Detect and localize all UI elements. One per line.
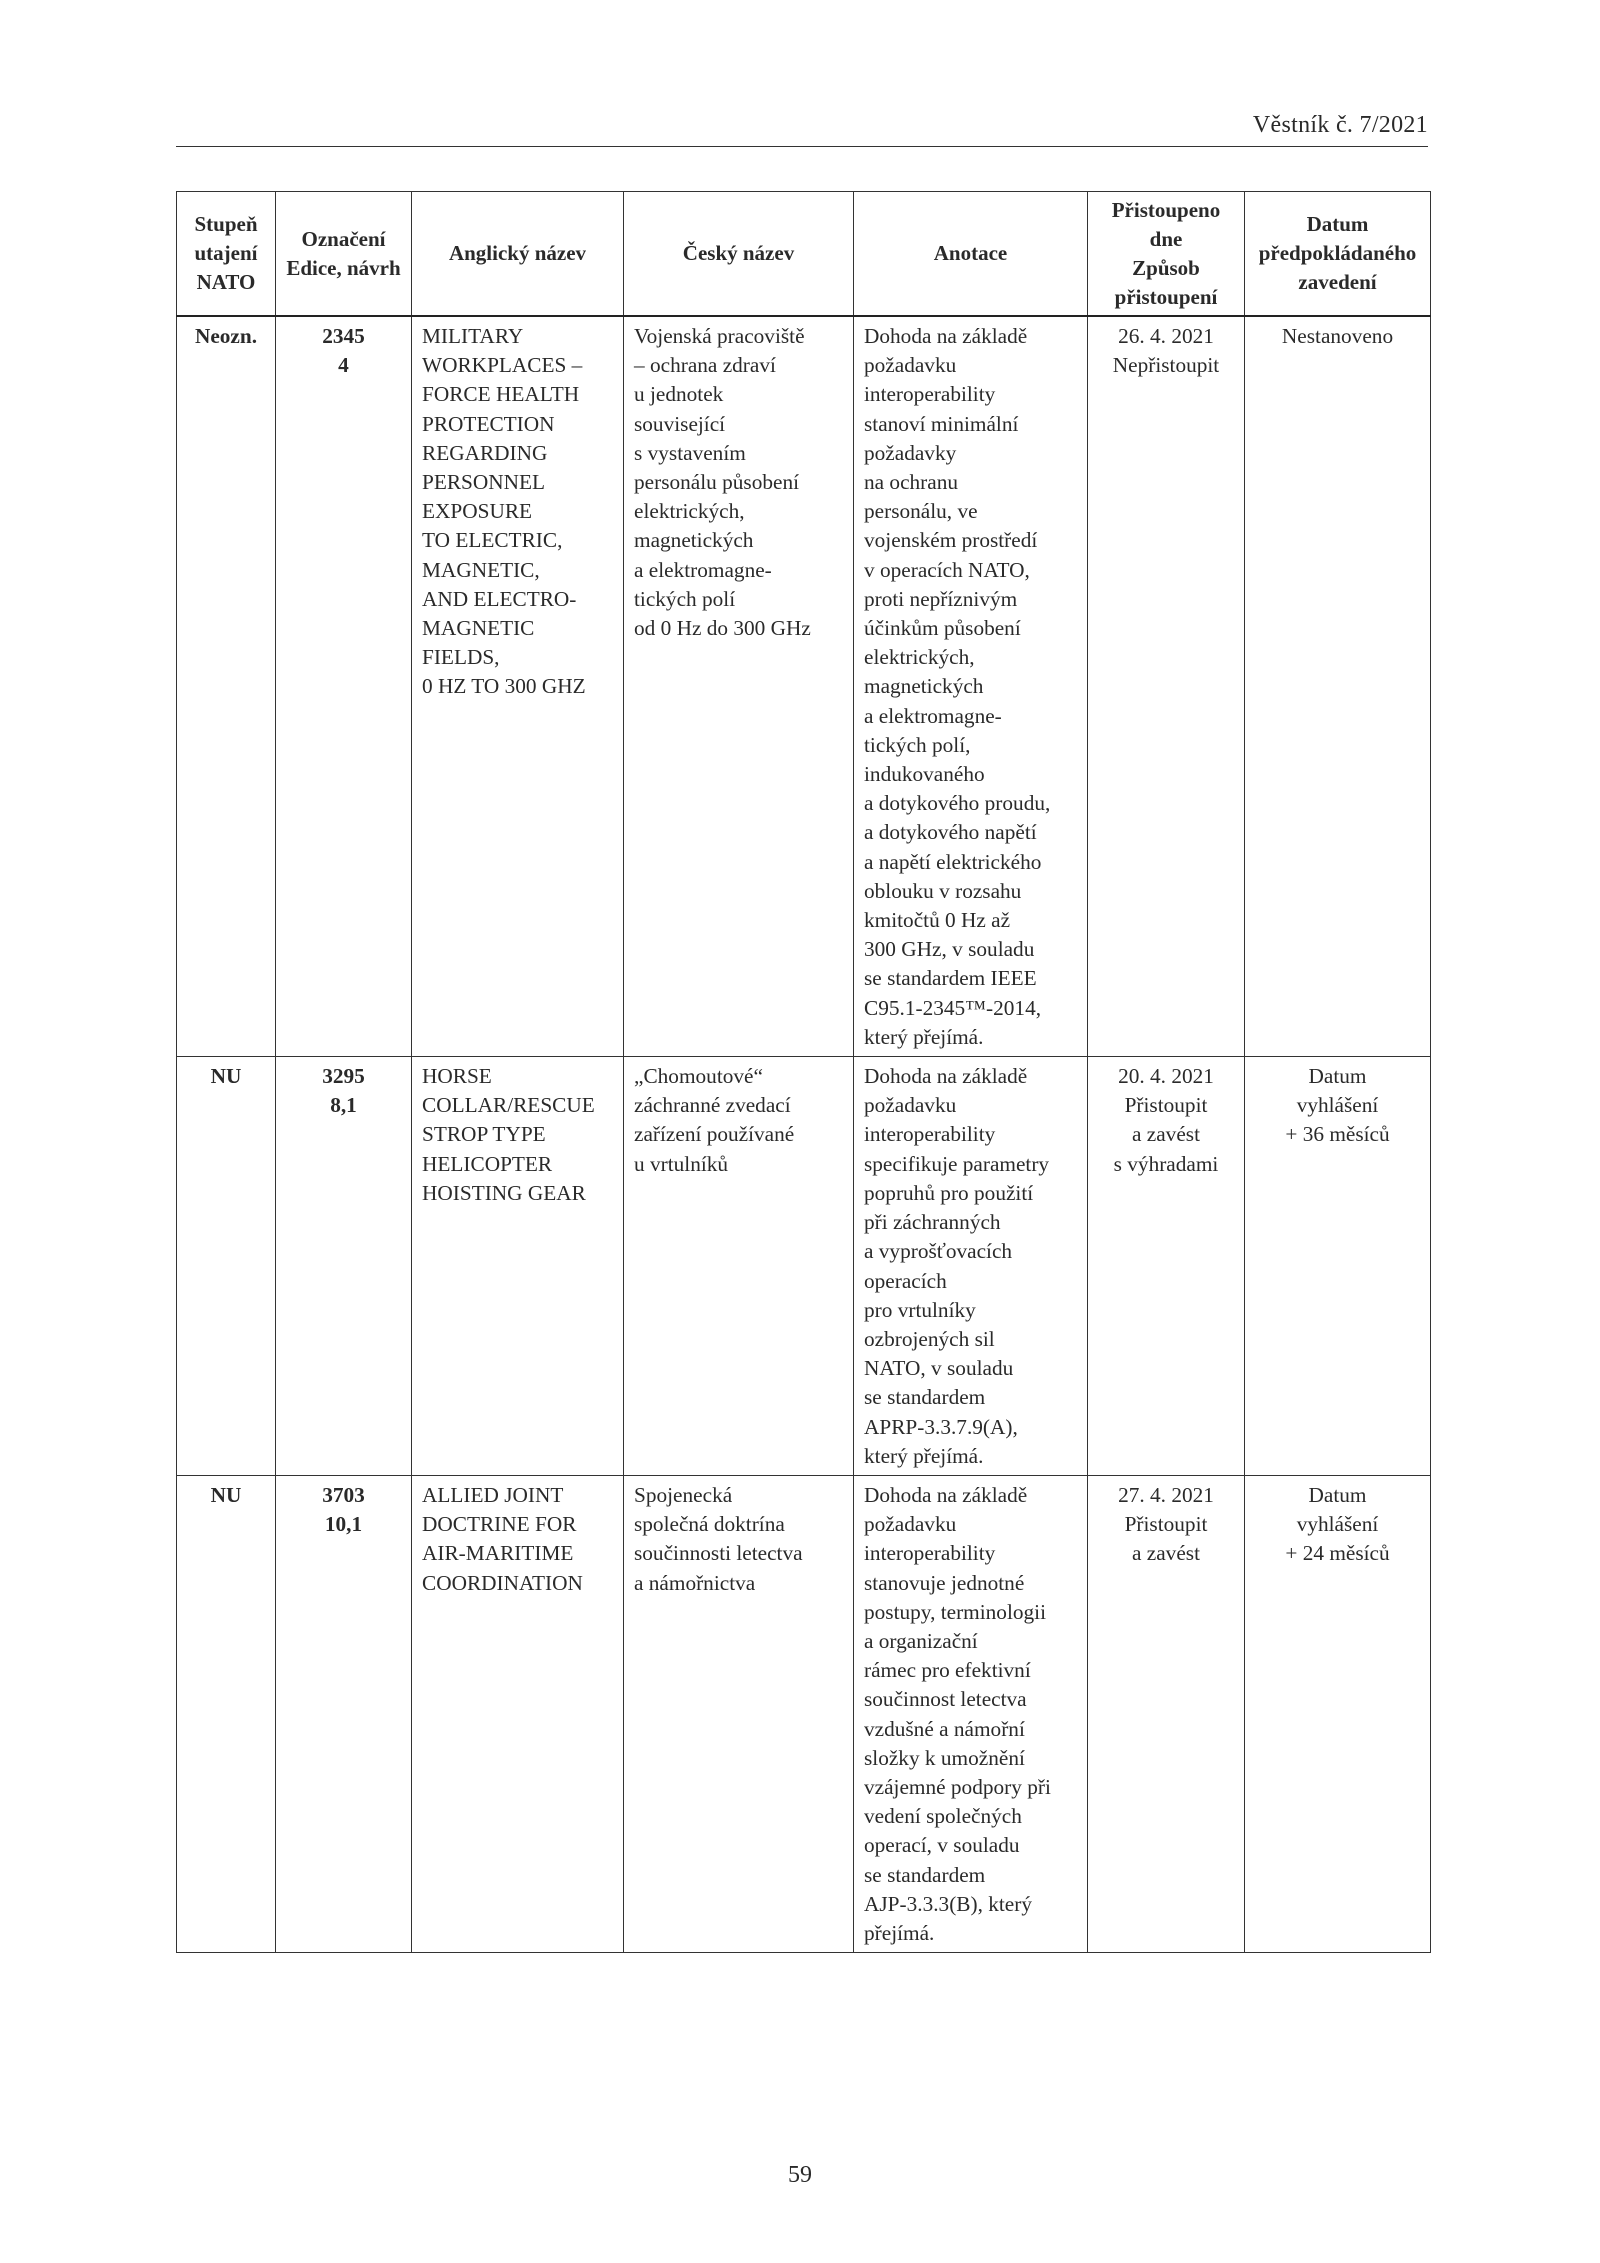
cell-datum-zavedeni <box>1245 316 1431 1057</box>
header-datum-zavedeni <box>1245 192 1431 317</box>
cell-line: součinnosti letectva <box>634 1541 803 1566</box>
cell-line: HOISTING GEAR <box>422 1180 586 1205</box>
cell-line: Přistoupit <box>1124 1512 1208 1537</box>
cell-line: Edice, návrh <box>286 255 401 280</box>
cell-line: 0 HZ TO 300 GHZ <box>422 674 586 699</box>
cell-line: NATO, v souladu <box>864 1356 1014 1381</box>
cell-line: + 36 měsíců <box>1285 1122 1390 1147</box>
cell-line: Český název <box>682 241 795 265</box>
cell-line: magnetických <box>864 674 984 699</box>
cell-line: WORKPLACES – <box>422 353 583 378</box>
cell-line: požadavku <box>864 1093 957 1118</box>
cell-anglicky-nazev <box>412 1057 624 1476</box>
cell-line: přejímá. <box>864 1920 935 1945</box>
cell-cesky-nazev <box>624 1475 854 1952</box>
cell-line: Dohoda na základě <box>864 324 1028 348</box>
cell-line: 10,1 <box>324 1512 363 1537</box>
cell-line: elektrických, <box>634 499 745 524</box>
cell-line: MILITARY <box>422 324 524 348</box>
cell-line: indukovaného <box>864 762 985 787</box>
cell-line: Datum <box>1308 1482 1367 1507</box>
cell-line: záchranné zvedací <box>634 1093 791 1118</box>
cell-line: od 0 Hz do 300 GHz <box>634 616 811 641</box>
cell-line: 4 <box>338 353 349 378</box>
cell-line: EXPOSURE <box>422 499 533 524</box>
cell-line: předpokládaného <box>1258 241 1417 265</box>
cell-line: Označení <box>301 226 386 251</box>
cell-line: MAGNETIC <box>422 616 535 641</box>
header-cesky-nazev <box>624 192 854 317</box>
cell-line: magnetických <box>634 528 754 553</box>
table-row <box>177 1057 1431 1476</box>
cell-line: NATO <box>196 270 256 294</box>
cell-line: + 24 měsíců <box>1285 1541 1390 1566</box>
cell-line: tických polí <box>634 586 736 611</box>
cell-line: vzájemné podpory při <box>864 1774 1051 1799</box>
cell-line: a dotykového napětí <box>864 820 1037 845</box>
table-header-row <box>177 192 1431 317</box>
cell-line: u jednotek <box>634 382 724 407</box>
cell-line: a dotykového proudu, <box>864 791 1051 816</box>
cell-cesky-nazev <box>624 1057 854 1476</box>
cell-line: ozbrojených sil <box>864 1326 995 1351</box>
cell-line: požadavku <box>864 353 957 378</box>
cell-line: Nestanoveno <box>1281 324 1394 348</box>
cell-line: vzdušné a námořní <box>864 1716 1025 1741</box>
cell-line: AND ELECTRO- <box>422 586 577 611</box>
cell-line: kmitočtů 0 Hz až <box>864 908 1011 933</box>
cell-pristoupeno <box>1088 316 1245 1057</box>
journal-issue: Věstník č. 7/2021 <box>1252 112 1428 138</box>
cell-line: 26. 4. 2021 <box>1118 324 1214 348</box>
cell-line: proti nepříznivým <box>864 586 1018 611</box>
header-anglicky-nazev <box>412 192 624 317</box>
cell-line: zavedení <box>1298 270 1377 294</box>
cell-line: Spojenecká <box>634 1482 733 1507</box>
cell-line: zařízení používané <box>634 1122 795 1147</box>
cell-anotace <box>854 1475 1088 1952</box>
cell-line: na ochranu <box>864 470 959 495</box>
cell-line: stanovuje jednotné <box>864 1570 1025 1595</box>
cell-line: vedení společných <box>864 1804 1022 1829</box>
cell-line: „Chomoutové“ <box>634 1064 763 1089</box>
cell-datum-zavedeni <box>1245 1057 1431 1476</box>
cell-line: 300 GHz, v souladu <box>864 937 1035 962</box>
cell-oznaceni <box>276 316 412 1057</box>
cell-anotace <box>854 316 1088 1057</box>
cell-line: Datum <box>1306 212 1369 236</box>
standards-table <box>176 191 1431 1953</box>
cell-line: a organizační <box>864 1628 978 1653</box>
cell-line: Datum <box>1308 1064 1367 1089</box>
cell-line: oblouku v rozsahu <box>864 878 1022 903</box>
cell-line: součinnost letectva <box>864 1687 1027 1712</box>
cell-line: 20. 4. 2021 <box>1118 1064 1214 1089</box>
cell-line: při záchranných <box>864 1210 1001 1235</box>
cell-line: personálu, ve <box>864 499 978 524</box>
cell-line: vojenském prostředí <box>864 528 1038 553</box>
cell-line: specifikuje parametry <box>864 1151 1050 1176</box>
cell-line: Přistoupeno <box>1111 197 1221 222</box>
cell-line: Vojenská pracoviště <box>634 324 805 348</box>
cell-line: MAGNETIC, <box>422 557 540 582</box>
cell-line: účinkům působení <box>864 616 1021 641</box>
cell-line: AJP-3.3.3(B), který <box>864 1891 1032 1916</box>
cell-line: personálu působení <box>634 470 800 495</box>
cell-line: se standardem IEEE <box>864 966 1037 991</box>
cell-line: a zavést <box>1132 1122 1200 1147</box>
cell-line: 3295 <box>322 1064 365 1089</box>
cell-line: u vrtulníků <box>634 1151 729 1176</box>
cell-line: s výhradami <box>1113 1151 1219 1176</box>
cell-line: Anotace <box>933 241 1008 265</box>
cell-line: rámec pro efektivní <box>864 1658 1031 1683</box>
cell-line: 8,1 <box>330 1093 357 1118</box>
cell-line: tických polí, <box>864 732 971 757</box>
cell-line: interoperability <box>864 1541 996 1566</box>
header-anotace <box>854 192 1088 317</box>
cell-line: FORCE HEALTH <box>422 382 580 407</box>
cell-line: související <box>634 411 726 436</box>
table-row <box>177 316 1431 1057</box>
cell-line: utajení <box>194 241 258 265</box>
cell-line: TO ELECTRIC, <box>422 528 563 553</box>
cell-line: přistoupení <box>1114 284 1218 309</box>
cell-line: Neozn. <box>194 324 258 348</box>
cell-line: 27. 4. 2021 <box>1118 1482 1214 1507</box>
cell-line: – ochrana zdraví <box>634 353 776 378</box>
cell-line: se standardem <box>864 1385 986 1410</box>
cell-line: a vyprošťovacích <box>864 1239 1013 1264</box>
cell-line: a napětí elektrického <box>864 849 1042 874</box>
cell-line: Dohoda na základě <box>864 1064 1028 1089</box>
header-stupen <box>177 192 276 317</box>
cell-line: Stupeň <box>194 212 258 236</box>
cell-anotace <box>854 1057 1088 1476</box>
cell-line: APRP-3.3.7.9(A), <box>864 1414 1018 1439</box>
cell-line: požadavky <box>864 440 957 465</box>
cell-line: STROP TYPE <box>422 1122 546 1147</box>
cell-stupen <box>177 1057 276 1476</box>
cell-line: PROTECTION <box>422 411 555 436</box>
cell-line: pro vrtulníky <box>864 1297 976 1322</box>
cell-line: COLLAR/RESCUE <box>422 1093 595 1118</box>
cell-line: NU <box>210 1482 242 1507</box>
cell-oznaceni <box>276 1057 412 1476</box>
cell-pristoupeno <box>1088 1057 1245 1476</box>
cell-line: složky k umožnění <box>864 1745 1025 1770</box>
header-pristoupeno <box>1088 192 1245 317</box>
cell-line: REGARDING <box>422 440 548 465</box>
cell-line: Přistoupit <box>1124 1093 1208 1118</box>
cell-line: vyhlášení <box>1296 1512 1379 1537</box>
cell-line: NU <box>210 1064 242 1089</box>
cell-line: PERSONNEL <box>422 470 546 495</box>
cell-line: interoperability <box>864 382 996 407</box>
cell-stupen <box>177 316 276 1057</box>
cell-line: Nepřistoupit <box>1112 353 1220 378</box>
cell-line: Dohoda na základě <box>864 1482 1028 1507</box>
cell-line: dne <box>1149 226 1183 251</box>
cell-line: 3703 <box>322 1482 365 1507</box>
page-number: 59 <box>788 2162 812 2188</box>
cell-line: požadavku <box>864 1512 957 1537</box>
cell-stupen <box>177 1475 276 1952</box>
cell-line: elektrických, <box>864 645 975 670</box>
cell-line: a elektromagne- <box>864 703 1002 728</box>
header-oznaceni <box>276 192 412 317</box>
cell-line: HELICOPTER <box>422 1151 553 1176</box>
cell-line: stanoví minimální <box>864 411 1019 436</box>
cell-line: operacích <box>864 1268 947 1293</box>
cell-line: který přejímá. <box>864 1024 984 1049</box>
cell-line: Anglický název <box>448 241 587 265</box>
cell-datum-zavedeni <box>1245 1475 1431 1952</box>
cell-line: který přejímá. <box>864 1443 984 1468</box>
cell-line: COORDINATION <box>422 1570 583 1595</box>
cell-line: vyhlášení <box>1296 1093 1379 1118</box>
cell-line: 2345 <box>322 324 365 348</box>
cell-line: společná doktrína <box>634 1512 785 1537</box>
cell-oznaceni <box>276 1475 412 1952</box>
cell-line: a elektromagne- <box>634 557 772 582</box>
cell-line: FIELDS, <box>422 645 500 670</box>
cell-line: operací, v souladu <box>864 1833 1020 1858</box>
cell-line: v operacích NATO, <box>864 557 1030 582</box>
cell-line: s vystavením <box>634 440 746 465</box>
cell-cesky-nazev <box>624 316 854 1057</box>
cell-line: se standardem <box>864 1862 986 1887</box>
cell-line: DOCTRINE FOR <box>422 1512 577 1537</box>
cell-line: a námořnictva <box>634 1570 756 1595</box>
table-row <box>177 1475 1431 1952</box>
cell-line: HORSE <box>422 1064 492 1089</box>
cell-line: C95.1-2345™-2014, <box>864 995 1042 1020</box>
cell-pristoupeno <box>1088 1475 1245 1952</box>
cell-anglicky-nazev <box>412 316 624 1057</box>
page-header <box>176 110 1428 147</box>
cell-line: AIR-MARITIME <box>422 1541 574 1566</box>
cell-line: a zavést <box>1132 1541 1200 1566</box>
cell-line: ALLIED JOINT <box>422 1482 564 1507</box>
cell-line: interoperability <box>864 1122 996 1147</box>
cell-line: postupy, terminologii <box>864 1599 1047 1624</box>
cell-anglicky-nazev <box>412 1475 624 1952</box>
cell-line: Způsob <box>1132 255 1200 280</box>
cell-line: popruhů pro použití <box>864 1180 1034 1205</box>
